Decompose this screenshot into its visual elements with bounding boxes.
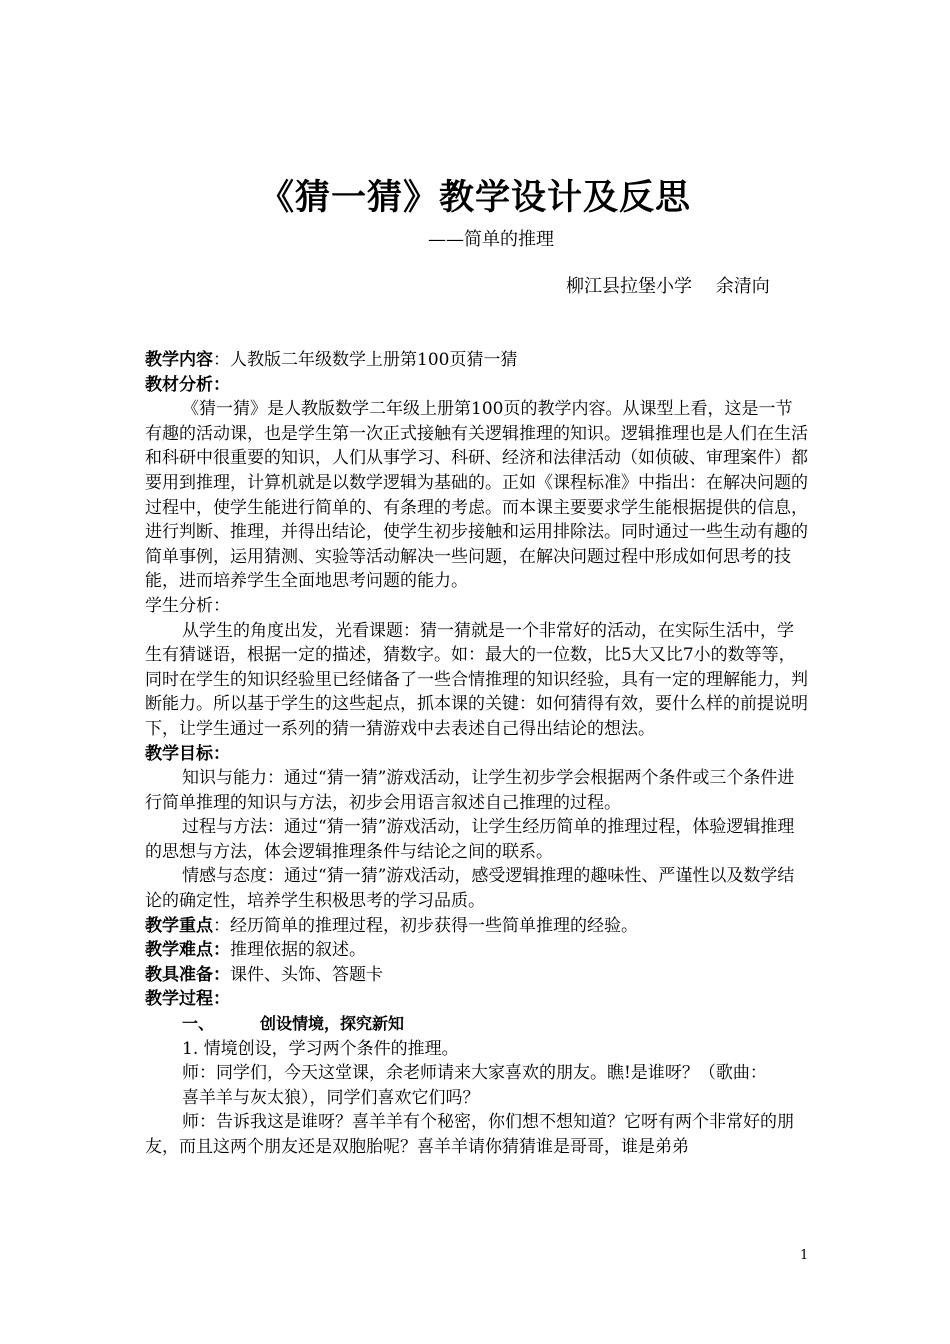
difficulty-line xyxy=(145,938,808,963)
goal-knowledge: 知识与能力：通过“猜一猜”游戏活动，让学生初步学会根据两个条件或三个条件进行简单推理的知识与方法，初步会用语言叙述自己推理的过程。 xyxy=(145,768,795,813)
process-heading: 教学过程： xyxy=(145,989,230,1010)
key-line xyxy=(145,914,808,939)
document-title: 《猜一猜》教学设计及反思 xyxy=(258,177,691,218)
content-text: ：人教版二年级数学上册第100页猜一猜 xyxy=(213,350,518,370)
material-paragraph: 《猜一猜》是人教版数学二年级上册第100页的教学内容。从课型上看，这是一节有趣的活动课，也是学生第一次正式接触有关逻辑推理的知识。逻辑推理也是人们在生活和科研中很重要的知识，人们从事学习、科研、经济和法律活动（如侦破、审理案件）都要用到推理，计算机就是以数学逻辑为基础的。正如《课程标准》中指出：在解决问题的过程中，使学生能进行简单的、有条理的考虑。而本课主要要求学生能根据提供的信息，进行判断、推理，并得出结论，使学生初步接触和运用排除法。同时通过一些生动有趣的简单事例，运用猜测、实验等活动解决一些问题，在解决问题过程中形成如何思考的技能，进而培养学生全面地思考问题的能力。 xyxy=(145,399,808,592)
document-subtitle: ——简单的推理 xyxy=(428,229,554,250)
students-heading: 学生分析： xyxy=(145,595,230,616)
key-text: ：经历简单的推理过程，初步获得一些简单推理的经验。 xyxy=(213,915,638,936)
difficulty-text: 推理依据的叙述。 xyxy=(230,940,366,961)
step-line: 1. 情境创设，学习两个条件的推理。 xyxy=(182,1038,459,1059)
page-number: 1 xyxy=(800,1248,809,1263)
author-line: 柳江县拉堡小学 余清向 xyxy=(566,276,770,297)
goal-emotion: 情感与态度：通过“猜一猜”游戏活动，感受逻辑推理的趣味性、严谨性以及数学结论的确定性，培养学生积极思考的学习品质。 xyxy=(145,866,795,912)
section-heading xyxy=(145,1012,808,1037)
tools-line xyxy=(145,963,808,988)
goal-process: 过程与方法：通过“猜一猜”游戏活动，让学生经历简单的推理过程，体验逻辑推理的思想与方法，体会逻辑推理条件与结论之间的联系。 xyxy=(145,817,795,862)
content-label: 教学内容 xyxy=(145,350,213,370)
tools-text: 课件、头饰、答题卡 xyxy=(230,964,383,985)
document-body xyxy=(145,348,808,1160)
section-title: 创设情境，探究新知 xyxy=(260,1014,405,1034)
material-heading: 教材分析： xyxy=(145,374,230,395)
key-label: 教学重点 xyxy=(145,915,213,936)
difficulty-label: 教学难点： xyxy=(145,940,230,961)
content-line xyxy=(145,348,808,373)
students-paragraph: 从学生的角度出发，光看课题：猜一猜就是一个非常好的活动，在实际生活中，学生有猜谜语，根据一定的描述，猜数字。如：最大的一位数，比5大又比7小的数等等，同时在学生的知识经验里已经储备了一些合情推理的知识经验，具有一定的理解能力，判断能力。所以基于学生的这些起点，抓本课的关键：如何猜得有效，要什么样的前提说明下，让学生通过一系列的猜一猜游戏中去表述自己得出结论的想法。 xyxy=(145,620,808,739)
teacher-line-1-cont: 喜羊羊与灰太狼），同学们喜欢它们吗？ xyxy=(182,1087,480,1108)
goals-heading: 教学目标： xyxy=(145,743,230,764)
teacher-line-2: 师：告诉我这是谁呀？喜羊羊有个秘密，你们想不想知道？它呀有两个非常好的朋友，而且这两个朋友还是双胞胎呢？喜羊羊请你猜猜谁是哥哥，谁是弟弟 xyxy=(145,1112,794,1157)
teacher-line-1: 师：同学们，今天这堂课，余老师请来大家喜欢的朋友。瞧!是谁呀？（歌曲： xyxy=(182,1063,767,1084)
tools-label: 教具准备： xyxy=(145,964,230,985)
section-number: 一、 xyxy=(182,1014,215,1034)
